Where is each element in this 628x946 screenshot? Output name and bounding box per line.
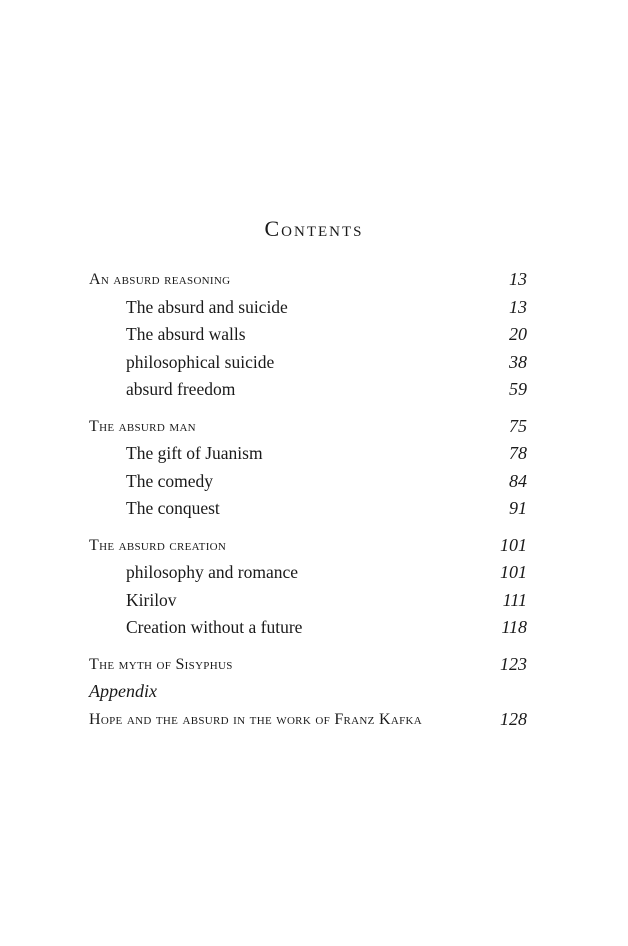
section-gap: [89, 523, 529, 532]
toc-part-row: [89, 266, 529, 294]
toc-entry-label: The absurd man: [89, 417, 196, 435]
toc-page-number: 59: [509, 379, 527, 399]
toc-page-number: 84: [509, 470, 527, 491]
toc-entry-label: The myth of Sisyphus: [89, 655, 233, 673]
toc-chapter-row: [89, 321, 529, 349]
toc-page-number: 128: [500, 708, 527, 729]
toc-entry-label: philosophical suicide: [126, 351, 275, 372]
toc-page-number: 13: [509, 296, 527, 317]
toc-entry-label: Kirilov: [126, 589, 177, 610]
toc-page-number: 75: [509, 415, 527, 436]
toc-entry-label: Creation without a future: [126, 617, 303, 637]
section-gap: [89, 642, 529, 651]
toc-page-number: 111: [502, 589, 527, 610]
table-of-contents: [89, 266, 529, 733]
toc-entry-label: Hope and the absurd in the work of Franz Kafka: [89, 710, 422, 728]
toc-page-number: 78: [509, 443, 527, 463]
toc-chapter-row: [89, 349, 529, 377]
toc-entry-label: Appendix: [89, 681, 157, 701]
toc-appendix-row: [89, 678, 529, 706]
toc-page-number: 118: [501, 617, 527, 637]
toc-entry-label: The absurd creation: [89, 536, 227, 554]
toc-entry-label: An absurd reasoning: [89, 271, 231, 288]
toc-chapter-row: [89, 376, 529, 404]
toc-entry-label: The comedy: [126, 470, 213, 491]
toc-chapter-row: [89, 440, 529, 468]
toc-chapter-row: [89, 468, 529, 496]
toc-page-number: 101: [500, 534, 527, 555]
toc-entry-label: absurd freedom: [126, 379, 236, 399]
toc-page-number: 91: [509, 498, 527, 518]
toc-chapter-row: [89, 294, 529, 322]
toc-part-row: [89, 413, 529, 441]
toc-part-row: [89, 532, 529, 560]
toc-part-row: [89, 651, 529, 679]
toc-chapter-row: [89, 559, 529, 587]
toc-entry-label: The conquest: [126, 498, 220, 518]
toc-entry-label: The gift of Juanism: [126, 443, 263, 463]
toc-entry-label: The absurd and suicide: [126, 296, 288, 317]
toc-part-row: [89, 706, 529, 734]
toc-entry-label: The absurd walls: [126, 324, 246, 344]
page-title: Contents: [264, 216, 364, 241]
toc-page-number: 123: [500, 653, 527, 674]
toc-page-number: 13: [509, 269, 527, 289]
section-gap: [89, 404, 529, 413]
toc-page-number: 101: [500, 562, 527, 582]
toc-page-number: 20: [509, 324, 527, 344]
toc-chapter-row: [89, 587, 529, 615]
toc-entry-label: philosophy and romance: [126, 562, 299, 582]
toc-chapter-row: [89, 495, 529, 523]
toc-chapter-row: [89, 614, 529, 642]
toc-page-number: 38: [509, 351, 527, 372]
